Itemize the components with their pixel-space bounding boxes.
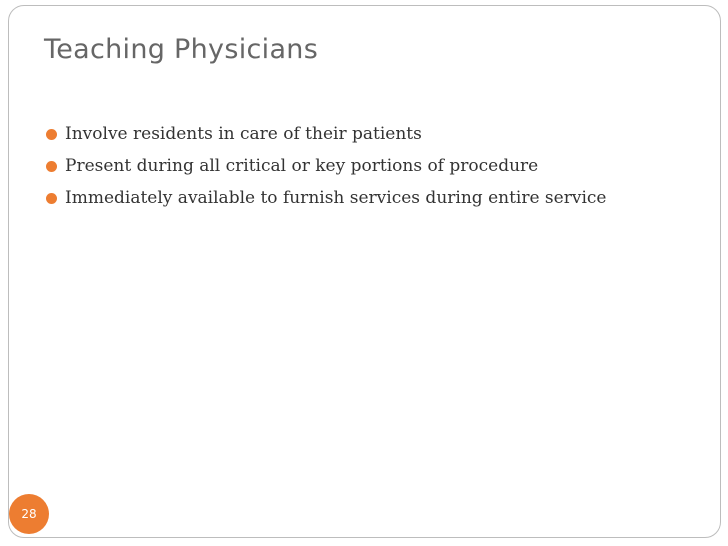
slide-frame [8,5,721,538]
bullet-text: Immediately available to furnish services during entire service [65,188,607,208]
bullet-list [46,118,606,214]
bullet-text: Present during all critical or key portions of procedure [65,156,539,176]
bullet-dot-icon [46,129,57,140]
bullet-item [46,118,606,150]
bullet-item [46,182,606,214]
bullet-dot-icon [46,161,57,172]
slide-title: Teaching Physicians [44,34,319,65]
bullet-dot-icon [46,193,57,204]
bullet-item [46,150,606,182]
bullet-text: Involve residents in care of their patients [65,124,422,144]
page-number-badge: 28 [9,494,49,534]
